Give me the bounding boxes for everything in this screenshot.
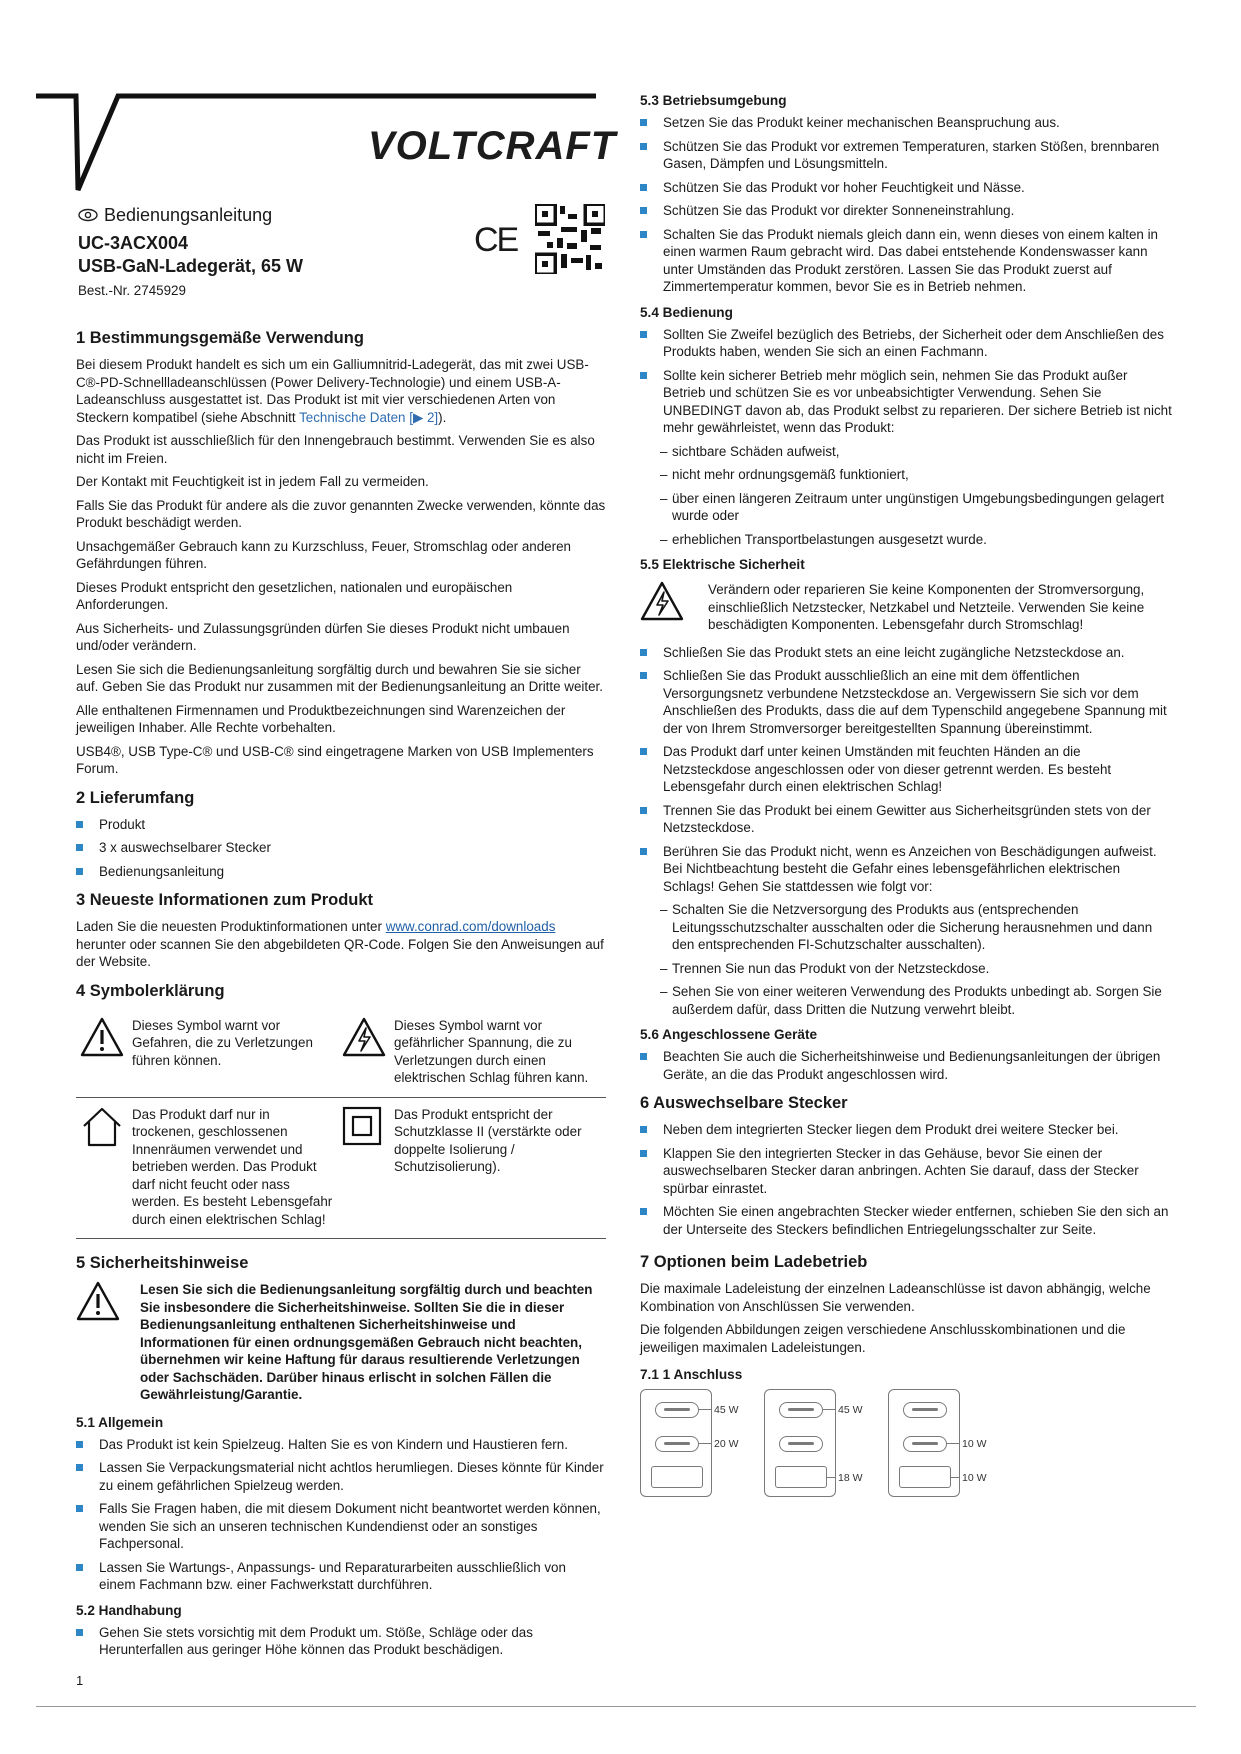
list-item: Schließen Sie das Produkt ausschließlich an eine mit dem öffentlichen Versorgungsnetz verbundene Netzsteckdose an. Vergewissern Sie sich vor dem Anschließen des Produkts, dass die auf dem Typenschild angegebene Spannung mit der von Ihrem Stromversorger bereitgestellten Spannung übereinstimmt. (640, 667, 1172, 737)
electrical-warning-box (640, 581, 1172, 634)
paragraph: Das Produkt ist ausschließlich für den Innengebrauch bestimmt. Verwenden Sie es also nicht im Freien. (76, 433, 595, 466)
indoor-house-icon (80, 1106, 124, 1148)
ce-mark: CE (474, 221, 518, 259)
environment-list (640, 114, 1172, 296)
text: ). (438, 409, 447, 425)
footer-rule (36, 1706, 1196, 1707)
right-column (640, 92, 1172, 1497)
usb-a-port (775, 1466, 827, 1488)
list-item: Lassen Sie Verpackungsmaterial nicht achtlos herumliegen. Dieses könnte für Kinder zu einem gefährlichen Spielzeug werden. (76, 1459, 606, 1494)
list-item: – erheblichen Transportbelastungen ausgesetzt wurde. (660, 531, 1172, 549)
watt-label: 45 W (714, 1404, 739, 1416)
list-item: Schützen Sie das Produkt vor direkter Sonneneinstrahlung. (640, 202, 1172, 220)
usb-c-port (779, 1436, 823, 1452)
paragraph: Der Kontakt mit Feuchtigkeit ist in jedem Fall zu vermeiden. (76, 474, 429, 489)
latest-info-paragraph (76, 918, 606, 971)
list-item: Schalten Sie das Produkt niemals gleich dann ein, wenn dieses von einem kalten in einen warmen Raum gebracht wird. Das dabei entstehende Kondenswasser kann unter Umständen das Produkt zerstören. Lassen Sie das Produkt zuerst auf Zimmertemperatur kommen, bevor Sie es in Betrieb nehmen. (640, 226, 1172, 296)
watt-label: 10 W (962, 1438, 987, 1450)
port-diagrams (640, 1389, 1172, 1497)
left-column (76, 318, 606, 1665)
symbol-class2-text: Das Produkt entspricht der Schutzklasse II (verstärkte oder doppelte Isolierung / Schutzisolierung). (390, 1097, 606, 1239)
doc-type (78, 204, 272, 226)
qr-code (535, 204, 605, 274)
paragraph: Alle enthaltenen Firmennamen und Produktbezeichnungen sind Warenzeichen der jeweiligen Inhaber. Alle Rechte vorbehalten. (76, 702, 566, 735)
damage-steps-list (660, 901, 1172, 1018)
section-5-3-title: 5.3 Betriebsumgebung (640, 93, 787, 108)
section-5-6-title: 5.6 Angeschlossene Geräte (640, 1027, 818, 1042)
section-1-title: 1 Bestimmungsgemäße Verwendung (76, 329, 364, 347)
page-number: 1 (76, 1673, 84, 1688)
leader-line (698, 1443, 712, 1444)
text: Sollte kein sicherer Betrieb mehr möglich sein, nehmen Sie das Produkt außer Betrieb und schützen Sie es vor unbeabsichtigter Verwendung. Sehen Sie UNBEDINGT davon ab, das Produkt selbst zu reparieren. Der sichere Betrieb ist nicht mehr gewährleistet, wenn das Produkt: (663, 367, 1172, 435)
list-item: – Sehen Sie von einer weiteren Verwendung des Produkts unbedingt ab. Sorgen Sie außerdem dafür, dass Dritten die Nutzung verwehrt bleibt. (660, 983, 1172, 1018)
list-item: Produkt (76, 816, 606, 834)
usb-c-port (903, 1436, 947, 1452)
text: herunter oder scannen Sie den abgebildeten QR-Code. Folgen Sie den Anweisungen auf der Website. (76, 936, 604, 969)
list-item: Sollten Sie Zweifel bezüglich des Betriebs, der Sicherheit oder dem Anschließen des Produkts haben, wenden Sie sich an einen Fachmann. (640, 326, 1172, 361)
electrical-list (640, 644, 1172, 896)
intended-use-paragraph (76, 356, 606, 426)
charger-outline (764, 1389, 836, 1497)
list-item: – über einen längeren Zeitraum unter ungünstigen Umgebungsbedingungen gelagert wurde oder (660, 490, 1172, 525)
section-5-5-title: 5.5 Elektrische Sicherheit (640, 557, 805, 572)
list-item: – Trennen Sie nun das Produkt von der Netzsteckdose. (660, 960, 1172, 978)
list-item: Das Produkt ist kein Spielzeug. Halten Sie es von Kindern und Haustieren fern. (76, 1436, 606, 1454)
eye-icon (78, 208, 98, 222)
list-item: – nicht mehr ordnungsgemäß funktioniert, (660, 466, 1172, 484)
section-5-title: 5 Sicherheitshinweise (76, 1254, 249, 1272)
watt-label: 10 W (962, 1472, 987, 1484)
list-item: – sichtbare Schäden aufweist, (660, 443, 1172, 461)
list-item: Schließen Sie das Produkt stets an eine leicht zugängliche Netzsteckdose an. (640, 644, 1172, 662)
watt-label: 45 W (838, 1404, 863, 1416)
high-voltage-icon (342, 1017, 386, 1057)
port-diagram (764, 1389, 874, 1497)
list-item: Setzen Sie das Produkt keiner mechanischen Beanspruchung aus. (640, 114, 1172, 132)
symbol-voltage-text: Dieses Symbol warnt vor gefährlicher Spannung, die zu Verletzungen durch einen elektrischen Schlag führen kann. (390, 1009, 606, 1098)
paragraph: Die maximale Ladeleistung der einzelnen Ladeanschlüsse ist davon abhängig, welche Kombination von Anschlüssen Sie verwenden. (640, 1281, 1151, 1314)
usb-c-port (655, 1436, 699, 1452)
section-6-title: 6 Auswechselbare Stecker (640, 1094, 848, 1112)
brand-logo: VOLTCRAFT (368, 124, 617, 168)
section-5-1-title: 5.1 Allgemein (76, 1414, 164, 1430)
operation-list (640, 326, 1172, 437)
paragraph: Dieses Produkt entspricht den gesetzlichen, nationalen und europäischen Anforderungen. (76, 579, 513, 612)
section-5-4-title: 5.4 Bedienung (640, 304, 733, 320)
safety-warning-box (76, 1281, 606, 1404)
protection-class-ii-icon (342, 1106, 382, 1146)
paragraph: Unsachgemäßer Gebrauch kann zu Kurzschluss, Feuer, Stromschlag oder anderen Gefährdungen führen. (76, 538, 571, 571)
handling-list (76, 1624, 606, 1659)
usb-c-port (903, 1402, 947, 1418)
list-item: Beachten Sie auch die Sicherheitshinweise und Bedienungsanleitungen der übrigen Geräte, an die das Produkt angeschlossen wird. (640, 1048, 1172, 1083)
list-item: Bedienungsanleitung (76, 863, 606, 881)
delivery-list (76, 816, 606, 881)
usb-c-port (655, 1402, 699, 1418)
paragraph: Falls Sie das Produkt für andere als die zuvor genannten Zwecke verwenden, könnte das Produkt beschädigt werden. (76, 497, 606, 530)
list-item: Neben dem integrierten Stecker liegen dem Produkt drei weitere Stecker bei. (640, 1121, 1172, 1139)
section-7-1-title: 7.1 1 Anschluss (640, 1367, 743, 1382)
port-diagram (640, 1389, 750, 1497)
paragraph: Die folgenden Abbildungen zeigen verschiedene Anschlusskombinationen und die jeweiligen maximalen Ladeleistungen. (640, 1322, 1126, 1355)
list-item: – Schalten Sie die Netzversorgung des Produkts aus (entsprechenden Leitungsschutzschalter ausschalten oder die Sicherung herausnehmen und dann den entsprechenden FI-Schutzschalter ausschalten). (660, 901, 1172, 954)
watt-label: 18 W (838, 1472, 863, 1484)
warning-triangle-icon (80, 1017, 124, 1057)
section-4-title: 4 Symbolerklärung (76, 981, 225, 1000)
text: Bei diesem Produkt handelt es sich um ein Galliumnitrid-Ladegerät, das mit zwei USB-C®-PD-Schnellladeanschlüssen (Power Delivery-Technologie) und einem USB-A-Ladeanschluss ausgestattet ist. Das Produkt ist mit vier verschiedenen Arten von Steckern kompatibel (siehe Abschnitt (76, 357, 589, 425)
list-item: Falls Sie Fragen haben, die mit diesem Dokument nicht beantwortet werden können, wenden Sie sich an unseren technischen Kundendienst oder an sonstiges Fachpersonal. (76, 1500, 606, 1553)
list-item: 3 x auswechselbarer Stecker (76, 839, 606, 857)
technical-data-link[interactable]: Technische Daten [▶ 2] (299, 409, 439, 425)
paragraph: Aus Sicherheits- und Zulassungsgründen dürfen Sie dieses Produkt nicht umbauen und/oder verändern. (76, 620, 570, 653)
section-7-title: 7 Optionen beim Ladebetrieb (640, 1253, 868, 1271)
section-5-2-title: 5.2 Handhabung (76, 1602, 182, 1618)
model-number: UC-3ACX004 (78, 233, 189, 253)
paragraph: USB4®, USB Type-C® und USB-C® sind eingetragene Marken von USB Implementers Forum. (76, 743, 594, 776)
leader-line (698, 1409, 712, 1410)
usb-a-port (651, 1466, 703, 1488)
symbol-table (76, 1009, 606, 1240)
list-item: Klappen Sie den integrierten Stecker in das Gehäuse, bevor Sie einen der auswechselbaren Stecker daran anbringen. Achten Sie darauf, dass der Stecker spürbar einrastet. (640, 1145, 1172, 1198)
downloads-link[interactable]: www.conrad.com/downloads (385, 919, 556, 934)
list-item: Gehen Sie stets vorsichtig mit dem Produkt um. Stöße, Schläge oder das Herunterfallen aus geringer Höhe können das Produkt beschädigen. (76, 1624, 606, 1659)
paragraph: Lesen Sie sich die Bedienungsanleitung sorgfältig durch und bewahren Sie sie sicher auf. Geben Sie das Produkt nur zusammen mit der Bedienungsanleitung an Dritte weiter. (76, 661, 603, 694)
doc-type-label: Bedienungsanleitung (104, 205, 273, 225)
safety-warning-text: Lesen Sie sich die Bedienungsanleitung sorgfältig durch und beachten Sie insbesondere die Sicherheitshinweise. Sollten Sie die in dieser Bedienungsanleitung enthaltenen Sicherheitshinweise und Informationen für einen ordnungsgemäßen Gebrauch nicht beachten, übernehmen wir keine Haftung für daraus resultierende Verletzungen oder Sachschäden. Darüber hinaus erlischt in solchen Fällen die Gewährleistung/Garantie. (140, 1282, 593, 1402)
plugs-list (640, 1121, 1172, 1238)
list-item: Schützen Sie das Produkt vor extremen Temperaturen, starken Stößen, brennbaren Gasen, Dämpfen und Lösungsmitteln. (640, 138, 1172, 173)
watt-label: 20 W (714, 1438, 739, 1450)
connected-devices-list (640, 1048, 1172, 1083)
symbol-warning-text: Dieses Symbol warnt vor Gefahren, die zu Verletzungen führen können. (128, 1009, 338, 1098)
usb-a-port (899, 1466, 951, 1488)
product-title: USB-GaN-Ladegerät, 65 W (78, 256, 304, 276)
list-item: Möchten Sie einen angebrachten Stecker wieder entfernen, schieben Sie den sich an der Unterseite des Steckers befindlichen Entriegelungsschalter zur Seite. (640, 1203, 1172, 1238)
section-2-title: 2 Lieferumfang (76, 788, 195, 807)
list-item: Das Produkt darf unter keinen Umständen mit feuchten Händen an die Netzsteckdose angeschlossen oder von dieser getrennt werden. Es besteht Lebensgefahr durch einen elektrischen Schlag! (640, 743, 1172, 796)
list-item: Trennen Sie das Produkt bei einem Gewitter aus Sicherheitsgründen stets von der Netzsteckdose. (640, 802, 1172, 837)
high-voltage-icon (640, 581, 684, 621)
port-diagram (888, 1389, 998, 1497)
warning-triangle-icon (76, 1281, 120, 1321)
leader-line (822, 1409, 836, 1410)
list-item: Schützen Sie das Produkt vor hoher Feuchtigkeit und Nässe. (640, 179, 1172, 197)
order-number: Best.-Nr. 2745929 (78, 283, 186, 298)
list-item (640, 367, 1172, 437)
text: Laden Sie die neuesten Produktinformationen unter (76, 919, 386, 934)
leader-line (946, 1443, 960, 1444)
symbol-indoor-text: Das Produkt darf nur in trockenen, geschlossenen Innenräumen verwendet und betrieben werden. Das Produkt darf nicht feucht oder nass werden. Es besteht Lebensgefahr durch einen elektrischen Schlag! (128, 1097, 338, 1239)
list-item: Lassen Sie Wartungs-, Anpassungs- und Reparaturarbeiten ausschließlich von einem Fachmann bzw. einer Fachwerkstatt durchführen. (76, 1559, 606, 1594)
leader-line (950, 1477, 960, 1478)
leader-line (826, 1477, 836, 1478)
general-list (76, 1436, 606, 1594)
section-3-title: 3 Neueste Informationen zum Produkt (76, 891, 374, 909)
usb-c-port (779, 1402, 823, 1418)
unsafe-conditions-list (660, 443, 1172, 549)
electrical-warning-text: Verändern oder reparieren Sie keine Komponenten der Stromversorgung, einschließlich Netzstecker, Netzkabel und Netzteile. Verwenden Sie keine beschädigten Komponenten. Lebensgefahr durch Stromschlag! (708, 582, 1145, 632)
list-item: Berühren Sie das Produkt nicht, wenn es Anzeichen von Beschädigungen aufweist. Bei Nichtbeachtung besteht die Gefahr eines lebensgefährlichen elektrischen Schlags! Gehen Sie stattdessen wie folgt vor: (640, 843, 1172, 896)
